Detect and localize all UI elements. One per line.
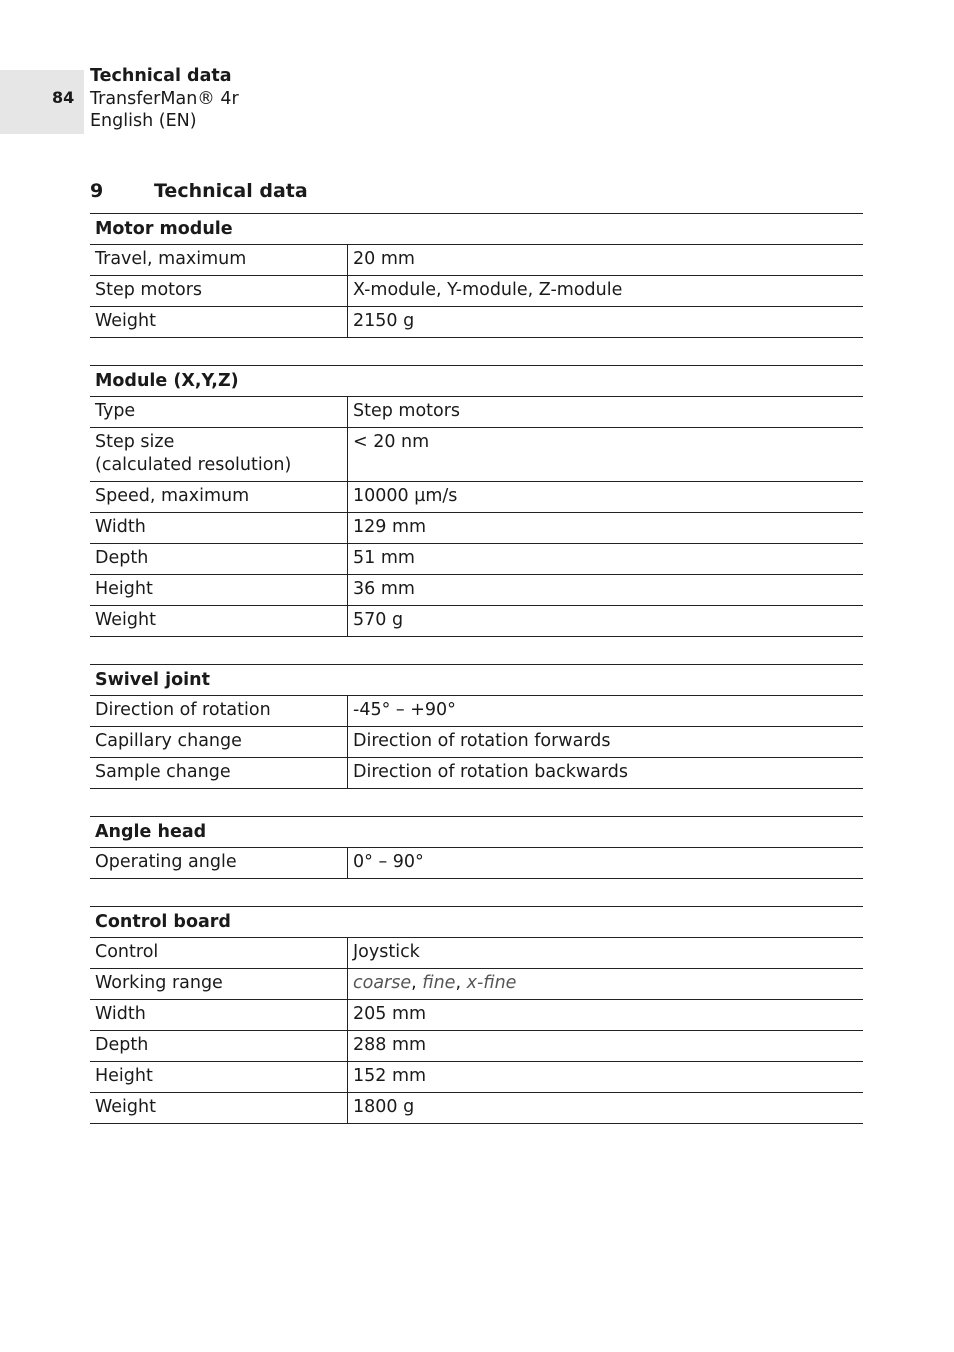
row-label: Height	[90, 575, 348, 606]
row-label: Operating angle	[90, 848, 348, 879]
row-label: Control	[90, 938, 348, 969]
row-label: Capillary change	[90, 727, 348, 758]
row-value: < 20 nm	[348, 428, 864, 482]
row-value: 205 mm	[348, 1000, 864, 1031]
table-row	[90, 428, 863, 482]
working-range-term: fine	[422, 973, 456, 993]
header-title: Technical data	[90, 66, 232, 86]
section-heading	[90, 180, 308, 202]
table-heading: Module (X,Y,Z)	[90, 366, 863, 397]
row-value: X-module, Y-module, Z-module	[348, 276, 864, 307]
spec-table	[90, 365, 863, 637]
row-value: 288 mm	[348, 1031, 864, 1062]
row-label: Speed, maximum	[90, 482, 348, 513]
row-label: Depth	[90, 1031, 348, 1062]
running-header	[90, 65, 239, 133]
spec-table	[90, 816, 863, 879]
row-value: coarse, fine, x-fine	[348, 969, 864, 1000]
row-label: Sample change	[90, 758, 348, 789]
row-value: -45° – +90°	[348, 696, 864, 727]
row-value: 570 g	[348, 606, 864, 637]
table-row	[90, 575, 863, 606]
row-label: Step size (calculated resolution)	[90, 428, 348, 482]
table-row	[90, 727, 863, 758]
row-label: Weight	[90, 1093, 348, 1124]
row-value: 129 mm	[348, 513, 864, 544]
section-number: 9	[90, 180, 104, 202]
working-range-term: x-fine	[466, 973, 517, 993]
table-heading: Motor module	[90, 214, 863, 245]
spec-table	[90, 906, 863, 1124]
row-value: 152 mm	[348, 1062, 864, 1093]
row-value: 10000 µm/s	[348, 482, 864, 513]
row-label: Working range	[90, 969, 348, 1000]
row-label: Width	[90, 1000, 348, 1031]
table-row	[90, 969, 863, 1000]
table-heading: Angle head	[90, 817, 863, 848]
section-title: Technical data	[154, 180, 308, 202]
table-row	[90, 1062, 863, 1093]
table-row	[90, 482, 863, 513]
row-label: Step motors	[90, 276, 348, 307]
spec-table	[90, 213, 863, 338]
table-row	[90, 1093, 863, 1124]
row-value: Direction of rotation backwards	[348, 758, 864, 789]
row-value: Step motors	[348, 397, 864, 428]
table-row	[90, 848, 863, 879]
table-row	[90, 276, 863, 307]
table-heading: Control board	[90, 907, 863, 938]
row-label: Type	[90, 397, 348, 428]
table-row	[90, 245, 863, 276]
row-label: Depth	[90, 544, 348, 575]
table-row	[90, 397, 863, 428]
table-heading: Swivel joint	[90, 665, 863, 696]
row-value: 0° – 90°	[348, 848, 864, 879]
table-row	[90, 1000, 863, 1031]
table-row	[90, 1031, 863, 1062]
row-value: 1800 g	[348, 1093, 864, 1124]
row-label: Weight	[90, 606, 348, 637]
row-label: Travel, maximum	[90, 245, 348, 276]
table-row	[90, 938, 863, 969]
table-row	[90, 696, 863, 727]
row-value: 20 mm	[348, 245, 864, 276]
header-language: English (EN)	[90, 111, 197, 131]
row-value: 36 mm	[348, 575, 864, 606]
row-label: Direction of rotation	[90, 696, 348, 727]
table-row	[90, 544, 863, 575]
page-number: 84	[52, 88, 75, 107]
table-row	[90, 513, 863, 544]
table-row	[90, 307, 863, 338]
row-value: 2150 g	[348, 307, 864, 338]
table-row	[90, 606, 863, 637]
working-range-term: coarse	[353, 973, 412, 993]
row-label: Width	[90, 513, 348, 544]
row-value: Direction of rotation forwards	[348, 727, 864, 758]
row-value: Joystick	[348, 938, 864, 969]
table-row	[90, 758, 863, 789]
row-label: Weight	[90, 307, 348, 338]
row-value: 51 mm	[348, 544, 864, 575]
header-product: TransferMan® 4r	[90, 88, 239, 109]
spec-table	[90, 664, 863, 789]
row-label: Height	[90, 1062, 348, 1093]
spec-tables	[90, 213, 863, 1151]
